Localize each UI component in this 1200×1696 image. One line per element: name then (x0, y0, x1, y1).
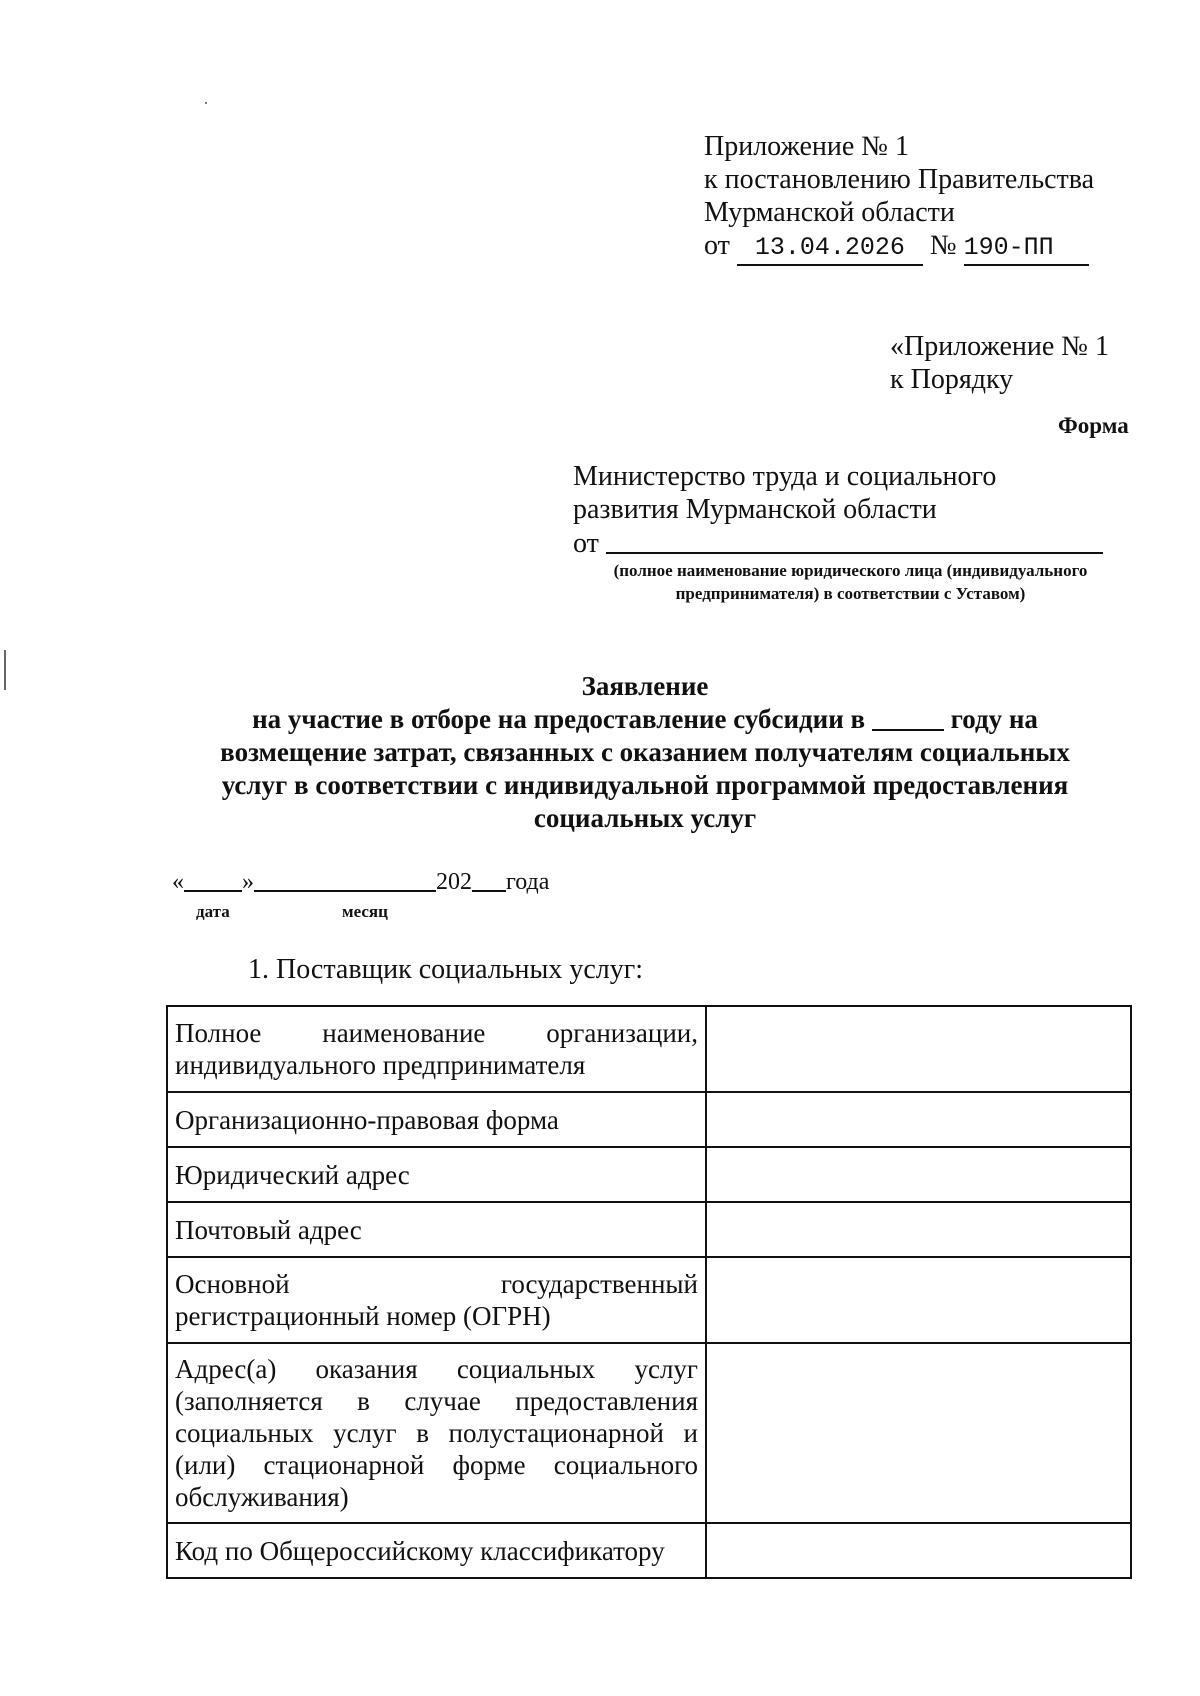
row-value-cell[interactable] (706, 1147, 1131, 1202)
provider-info-table (166, 1005, 1132, 1579)
row-value-cell[interactable] (706, 1006, 1131, 1092)
table-row (167, 1202, 1131, 1257)
recipient-line: Министерство труда и социального (573, 461, 997, 492)
row-label: Адрес(а) оказания социальных услуг (заполняется в случае предоставления социальных услуг в полустационарной и (или) стационарной форме социального обслуживания) (167, 1343, 706, 1523)
from-label: от (573, 528, 599, 559)
recipient-block (573, 460, 1103, 560)
open-quote: « (172, 869, 184, 895)
table-row (167, 1147, 1131, 1202)
table-row (167, 1257, 1131, 1343)
title-line: возмещение затрат, связанных с оказанием получателям социальных (220, 737, 1070, 767)
month-caption: месяц (342, 902, 388, 921)
scan-speck (205, 102, 207, 104)
table-row (167, 1006, 1131, 1092)
order-appendix-line: «Приложение № 1 (890, 331, 1109, 362)
recipient-from (573, 526, 1103, 560)
day-field[interactable] (184, 868, 242, 892)
section-heading: 1. Поставщик социальных услуг: (248, 954, 643, 985)
appendix-line: к постановлению Правительства (704, 164, 1095, 195)
title-line: на участие в отборе на предоставление субсидии в году на (252, 704, 1038, 734)
year-field[interactable] (872, 705, 944, 731)
row-label: Основной государственный регистрационный номер (ОГРН) (167, 1257, 706, 1343)
order-appendix-line: к Порядку (890, 364, 1014, 395)
order-appendix-block (890, 330, 1109, 396)
row-label: Юридический адрес (167, 1147, 706, 1202)
row-label: Полное наименование организации, индивидуального предпринимателя (167, 1006, 706, 1092)
year-prefix: 202 (436, 869, 472, 895)
from-label: от (704, 230, 730, 261)
applicant-name-field[interactable] (606, 526, 1103, 554)
row-value-cell[interactable] (706, 1202, 1131, 1257)
resolution-appendix-block (704, 130, 1094, 266)
row-value-cell[interactable] (706, 1092, 1131, 1147)
row-value-cell[interactable] (706, 1257, 1131, 1343)
resolution-date-number (704, 229, 1094, 266)
table-row (167, 1343, 1131, 1523)
number-label: № (929, 230, 957, 261)
recipient-line: развития Мурманской области (573, 494, 937, 525)
title-line: услуг в соответствии с индивидуальной программой предоставления (221, 770, 1069, 800)
appendix-line: Мурманской области (704, 197, 955, 228)
day-caption: дата (196, 902, 230, 921)
applicant-name-caption: (полное наименование юридического лица (индивидуального предпринимателя) в соответствии с Уставом) (613, 561, 1088, 603)
appendix-line: Приложение № 1 (704, 131, 909, 162)
document-title (140, 670, 1150, 835)
row-value-cell[interactable] (706, 1523, 1131, 1578)
form-label: Форма (1058, 413, 1129, 438)
row-value-cell[interactable] (706, 1343, 1131, 1523)
row-label: Код по Общероссийскому классификатору (167, 1523, 706, 1578)
month-field[interactable] (254, 868, 436, 892)
year-suffix: года (506, 869, 550, 895)
application-date-line (172, 868, 592, 928)
row-label: Организационно-правовая форма (167, 1092, 706, 1147)
title-line: социальных услуг (533, 803, 757, 833)
resolution-number: 190-ПП (964, 231, 1089, 266)
row-label: Почтовый адрес (167, 1202, 706, 1257)
close-quote: » (242, 869, 254, 895)
table-row (167, 1092, 1131, 1147)
scan-edge-mark (4, 650, 6, 690)
year-digit-field[interactable] (472, 868, 506, 892)
title-heading: Заявление (581, 671, 709, 701)
table-row (167, 1523, 1131, 1578)
resolution-date: 13.04.2026 (737, 231, 923, 266)
